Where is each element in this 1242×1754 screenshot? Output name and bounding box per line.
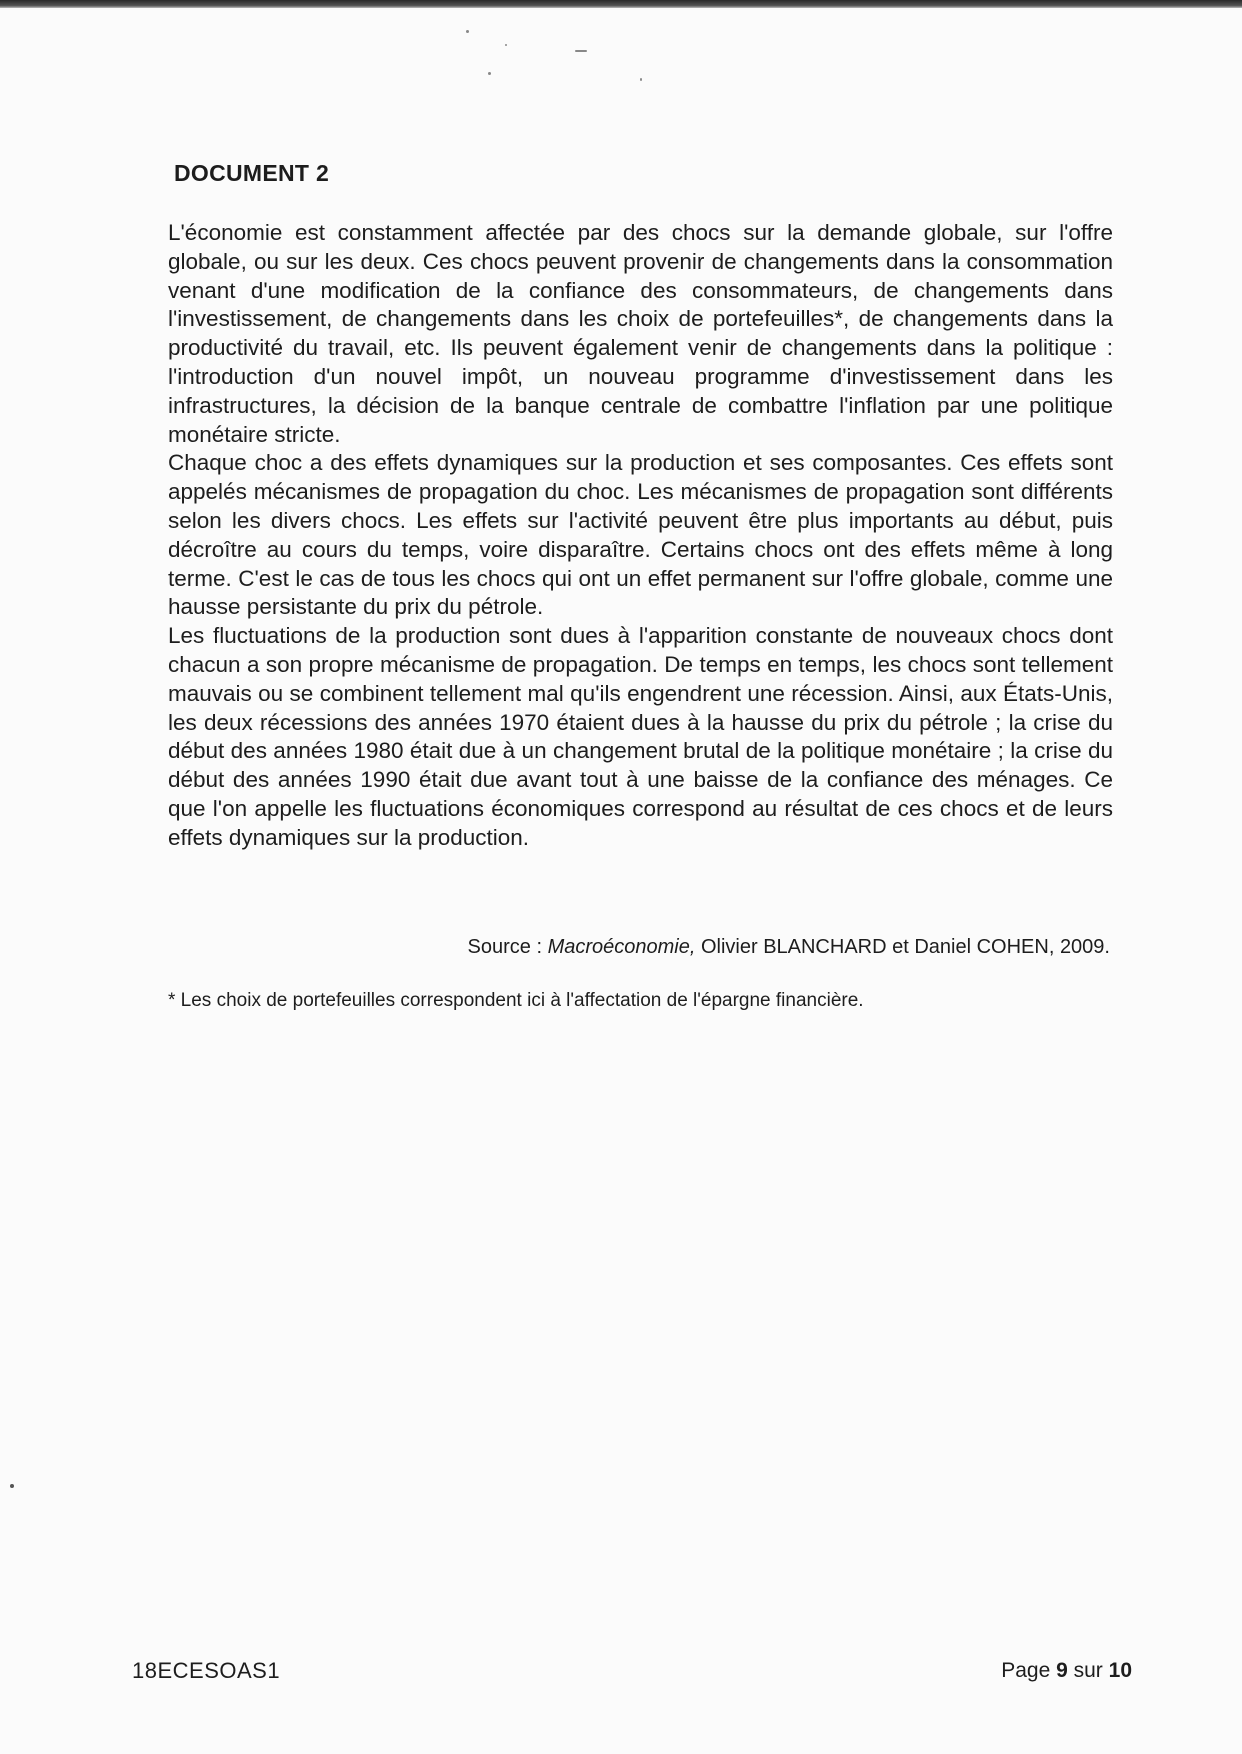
source-citation	[468, 936, 1110, 959]
document-title: DOCUMENT 2	[174, 160, 330, 186]
page-number	[1001, 1659, 1132, 1683]
footnote: * Les choix de portefeuilles correspondent ici à l'affectation de l'épargne financière.	[168, 990, 864, 1011]
source-book-title: Macroéconomie,	[547, 936, 696, 958]
scan-speck	[10, 1484, 14, 1488]
page-label: Page	[1001, 1659, 1057, 1682]
paragraph: Les fluctuations de la production sont dues à l'apparition constante de nouveaux chocs dont chacun a son propre mécanisme de propagation. De temps en temps, les chocs sont tellement mauvais ou se combinent tellement mal qu'ils engendrent une récession. Ainsi, aux États-Unis, les deux récessions des années 1970 étaient dues à la hausse du prix du pétrole ; la crise du début des années 1980 était due à un changement brutal de la politique monétaire ; la crise du début des années 1990 était due avant tout à une baisse de la confiance des ménages. Ce que l'on appelle les fluctuations économiques correspond au résultat de ces chocs et de leurs effets dynamiques sur la production.	[168, 623, 1113, 850]
source-authors: Olivier BLANCHARD et Daniel COHEN, 2009.	[695, 936, 1110, 958]
exam-code: 18ECESOAS1	[132, 1658, 281, 1683]
scan-speck	[640, 78, 642, 81]
scan-speck	[488, 72, 491, 75]
scan-speck	[575, 50, 587, 52]
source-prefix: Source :	[467, 936, 548, 958]
document-body	[168, 219, 1113, 853]
page-total: 10	[1108, 1659, 1132, 1682]
paragraph: Chaque choc a des effets dynamiques sur la production et ses composantes. Ces effets sont appelés mécanismes de propagation du choc. Les mécanismes de propagation sont différents selon les divers chocs. Les effets sur l'activité peuvent être plus importants au début, puis décroître au cours du temps, voire disparaître. Certains chocs ont des effets même à long terme. C'est le cas de tous les chocs qui ont un effet permanent sur l'offre globale, comme une hausse persistante du prix du pétrole.	[168, 450, 1113, 620]
paragraph: L'économie est constamment affectée par des chocs sur la demande globale, sur l'offre globale, ou sur les deux. Ces chocs peuvent provenir de changements dans la consommation venant d'une modification de la confiance des consommateurs, de changements dans l'investissement, de changements dans les choix de portefeuilles*, de changements dans la productivité du travail, etc. Ils peuvent également venir de changements dans la politique : l'introduction d'un nouvel impôt, un nouveau programme d'investissement dans les infrastructures, la décision de la banque centrale de combattre l'inflation par une politique monétaire stricte.	[168, 220, 1113, 447]
scan-speck	[505, 44, 507, 46]
scan-speck	[466, 30, 469, 33]
page-separator: sur	[1067, 1659, 1109, 1682]
page-current: 9	[1056, 1659, 1068, 1682]
scan-top-edge	[0, 0, 1242, 8]
